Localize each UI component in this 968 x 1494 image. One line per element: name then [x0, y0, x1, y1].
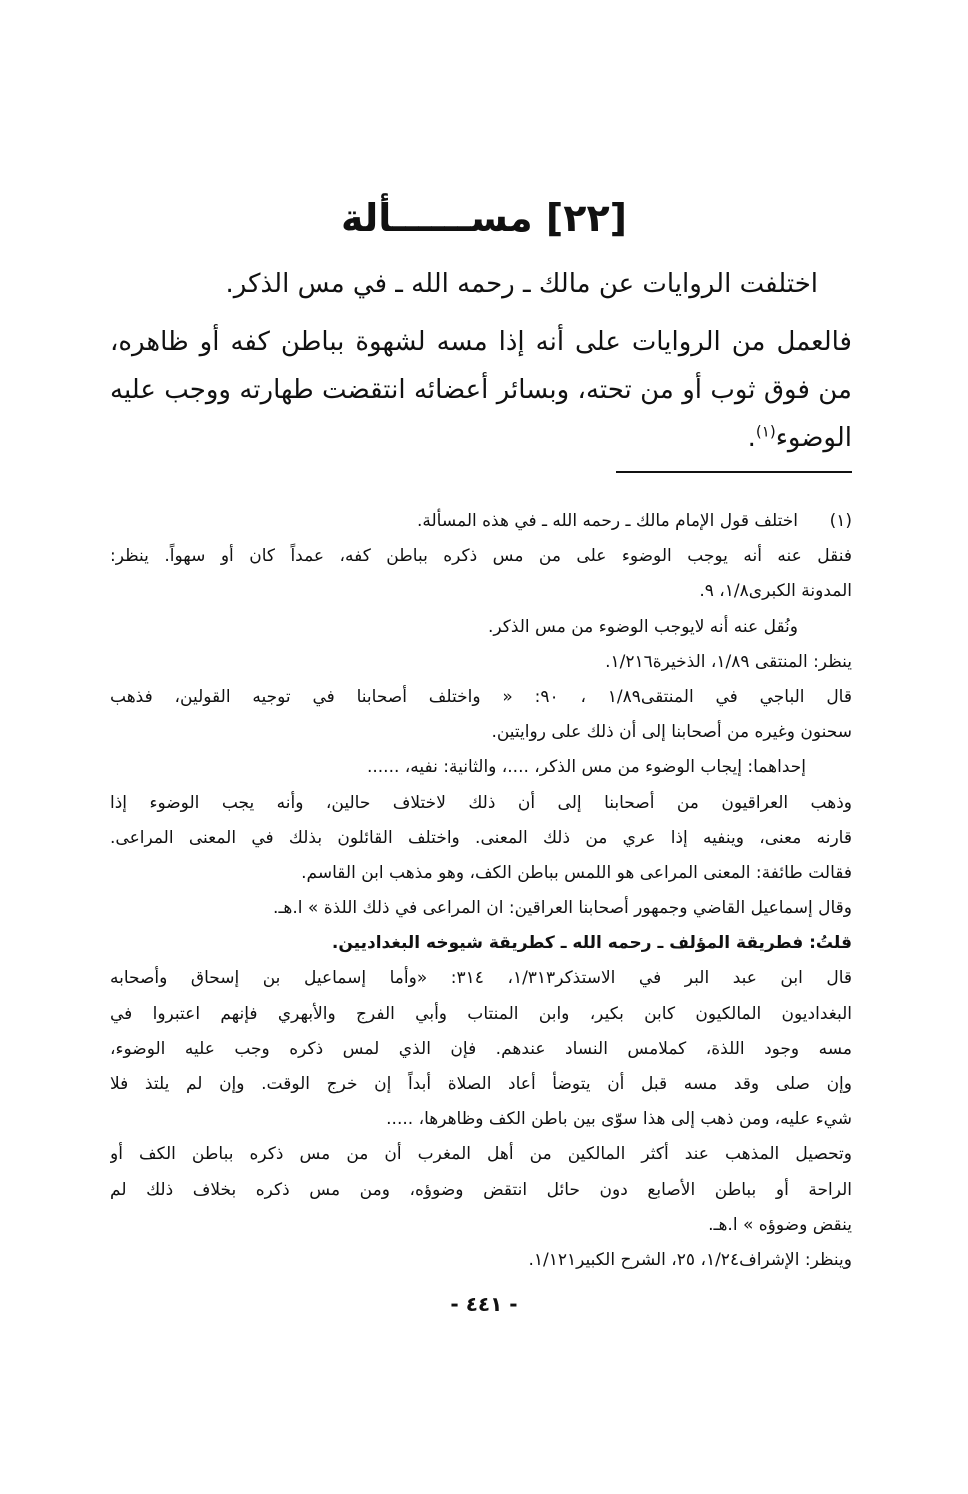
footnote-line: ينظر: المنتقى ١/٨٩، الذخيرة١/٢١٦.	[605, 651, 852, 672]
footnote-number: (١)	[829, 511, 852, 531]
footnote-line: قارنه معنى، وينفيه إذا عري من ذلك المعنى. واختلف القائلون بذلك في المعنى المراعى.	[110, 827, 852, 848]
footnote-line: قال الباجي في المنتقى١/٨٩ ، ٩٠: « واختلف أصحابنا في توجيه القولين، فذهب	[110, 686, 852, 707]
footnote-reference: (١)	[755, 422, 776, 441]
footnote-line: وإن صلى وقد مسه قبل أن يتوضأ أعاد الصلاة أبداً إن خرج الوقت. وإن لم يلتذ فلا	[110, 1074, 852, 1094]
footnote-line: مسه وجود اللذة، كملامس النساد عندهم. فإن الذي لمس ذكره وجب عليه الوضوء،	[110, 1038, 852, 1059]
footnote-line: ونُقل عنه أنه لايوجب الوضوء من مس الذكر.	[487, 616, 798, 637]
footnote-line: وقال إسماعيل القاضي وجمهور أصحابنا العراقين: ان المراعى في ذلك اللذة » ا.هـ.	[273, 898, 852, 919]
footnote-line: وذهب العراقيون من أصحابنا إلى أن ذلك لاختلاف حالين، وأنه يجب الوضوء إذا	[110, 792, 852, 813]
footnote-line: ينقض وضوؤه » ا.هـ.	[708, 1214, 852, 1235]
page-number: - ٤٤١ -	[450, 1292, 518, 1316]
lead-sentence: اختلفت الروايات عن مالك ـ رحمه الله ـ في مس الذكر.	[225, 269, 818, 299]
footnote-line: إحداهما: إيجاب الوضوء من مس الذكر، ....، والثانية: نفيه، ......	[366, 757, 806, 778]
footnote-line: فنقل عنه أنه يوجب الوضوء على من مس ذكره بباطن كفه، عمداً كان أو سهواً. ينظر:	[110, 546, 852, 567]
footnote-separator	[616, 471, 852, 473]
footnote-line: الراحة أو بباطن الأصابع دون حائل انتقض وضوؤه، ومن مس ذكره بخلاف ذلك لم	[110, 1179, 852, 1200]
footnote-line-text: اختلف قول الإمام مالك ـ رحمه الله ـ في هذه المسألة.	[416, 511, 798, 531]
body-end: .	[747, 423, 756, 453]
body-paragraph	[110, 318, 852, 462]
footnote-line: شيء عليه، ومن ذهب إلى هذا سوّى بين باطن الكف وظاهرها، .....	[386, 1109, 852, 1130]
footnote-line: قلتُ: فطريقة المؤلف ـ رحمه الله ـ كطريقة شيوخه البغداديين.	[331, 933, 852, 954]
footnote-line: فقالت طائفة: المعنى المراعى هو اللمس بباطن الكف، وهو مذهب ابن القاسم.	[301, 862, 852, 883]
footnote-line: المدونة الكبرى١/٨، ٩.	[699, 581, 852, 602]
footnotes	[110, 504, 852, 1278]
footnote-line: قال ابن عبد البر في الاستذكر١/٣١٣، ٣١٤: «وأما إسماعيل بن إسحاق وأصحابه	[110, 968, 852, 989]
section-heading: [٢٢] مســــــألة	[340, 196, 628, 240]
footnote-line	[110, 504, 852, 539]
body-text: فالعمل من الروايات على أنه إذا مسه لشهوة بباطن كفه أو ظاهره، من فوق ثوب أو من تحته، وبسائر أعضائه انتقضت طهارته ووجب عليه الوضوء	[110, 327, 852, 453]
footnote-line: البغداديون المالكيون كابن بكير، وابن المنتاب وأبي الفرج والأبهري فإنهم اعتبروا في	[110, 1003, 852, 1024]
footnote-line: سحنون وغيره من أصحابنا إلى أن ذلك على روايتين.	[491, 722, 852, 743]
footnote-line: وينظر: الإشراف١/٢٤، ٢٥، الشرح الكبير١/١٢١.	[528, 1249, 852, 1270]
footnote-line: وتحصيل المذهب عند أكثر المالكين من أهل المغرب أن من مس ذكره بباطن الكف أو	[110, 1144, 852, 1165]
